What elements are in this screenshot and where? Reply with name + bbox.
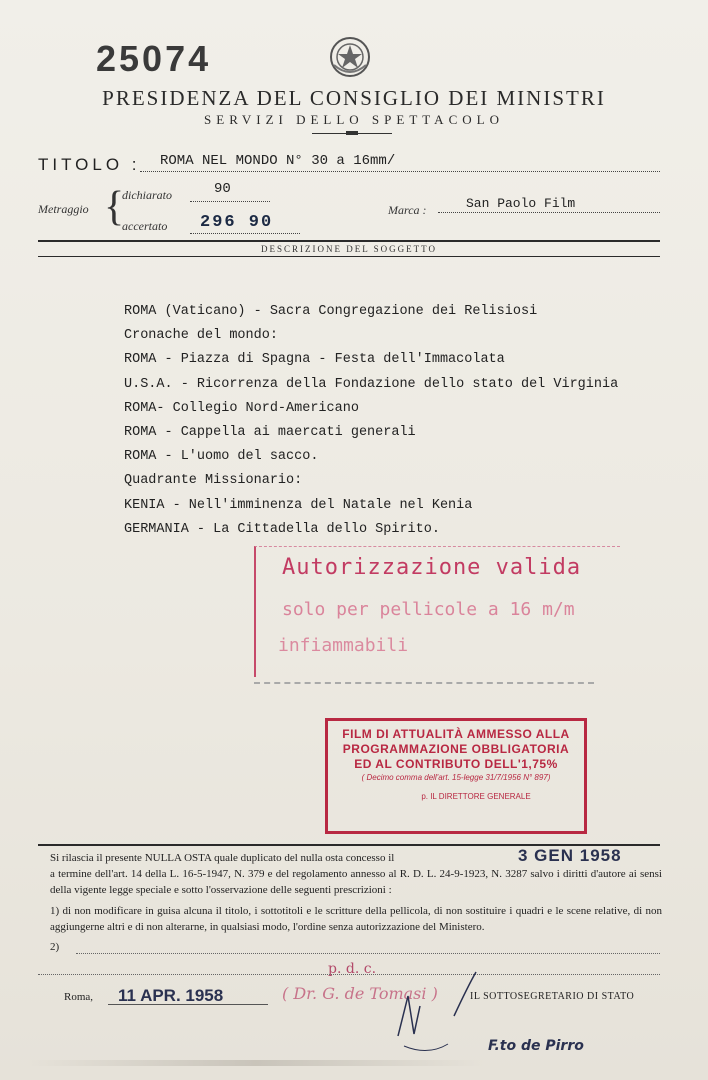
fto-signature: F.to de Pirro [488,1038,584,1054]
subject-line: Quadrante Missionario: [124,473,303,489]
titolo-label: TITOLO : [38,155,141,174]
titolo-underline [140,171,660,172]
subject-line: GERMANIA - La Cittadella dello Spirito. [124,521,440,537]
section-heading: DESCRIZIONE DEL SOGGETTO [261,244,437,254]
prescription-2-label: 2) [50,941,60,953]
page-subtitle: SERVIZI DELLO SPETTACOLO [204,112,504,127]
pdc-stamp: p. d. c. [328,961,377,977]
validity-stamp-line: solo per pellicole a 16 m/m [282,599,575,620]
subject-line: ROMA- Collegio Nord-Americano [124,400,359,416]
subject-line: U.S.A. - Ricorrenza della Fondazione dello stato del Virginia [124,376,619,392]
issue-date-stamp: 3 GEN 1958 [518,846,622,865]
subject-line: ROMA - Piazza di Spagna - Festa dell'Immacolata [124,352,505,368]
paper-wear-mark [26,1060,486,1066]
metraggio-label: Metraggio [38,202,89,216]
titolo-value: ROMA NEL MONDO N° 30 a 16mm/ [160,153,396,169]
programming-stamp-note: ( Decimo comma dell'art. 15-legge 31/7/1956 N° 897) [361,773,551,782]
validity-stamp-line: Autorizzazione valida [282,555,582,580]
nulla-osta-continuation: a termine dell'art. 14 della L. 16-5-1947, N. 379 e del regolamento annesso al R. D. L. 24-9-1923, N. 3287 salvo i diritti d'autore ai sensi della vigente legge speciale e sotto l'osservazione delle seguenti prescrizioni : [50,868,662,896]
programming-stamp-line: FILM DI ATTUALITÀ AMMESSO ALLA [342,727,570,741]
nulla-osta-text: Si rilascia il presente NULLA OSTA quale duplicato del nulla osta concesso il [50,852,395,864]
metraggio-brace: { [104,184,125,230]
roma-date: 11 APR. 1958 [118,986,224,1005]
prescription-2-line [76,953,660,954]
roma-label: Roma, [64,991,94,1003]
programming-stamp [325,718,587,834]
section-rule-bottom [38,256,660,257]
subject-line: ROMA - Cappella ai maercati generali [124,424,416,440]
programming-stamp-line: PROGRAMMAZIONE OBBLIGATORIA [342,742,570,756]
dichiarato-underline [190,201,270,202]
section-rule-top [38,240,660,242]
handwritten-signature [388,966,478,1066]
accertato-label: accertato [122,219,168,233]
italian-republic-emblem-icon [328,35,372,79]
subject-line: ROMA (Vaticano) - Sacra Congregazione dei Relisiosi [124,304,538,319]
roma-date-line [108,1004,268,1005]
validity-stamp [254,546,620,677]
accertato-value: 296 90 [200,213,274,232]
prescription-1: 1) di non modificare in guisa alcuna il titolo, i sottotitoli e le scritture della pellicola, di non sostituire i quadri e le scene relative, di non aggiungerne altri e di non alterarne, in qualsiasi modo, l'ordine senza autorizzazione del Ministero. [50,905,662,933]
subject-line: Cronache del mondo: [124,328,278,344]
subtitle-divider-mark [346,131,358,135]
validity-stamp-rule [254,682,594,684]
dichiarato-value: 90 [214,181,231,197]
subject-line: ROMA - L'uomo del sacco. [124,449,319,465]
marca-underline [438,212,660,213]
marca-value: San Paolo Film [466,196,576,211]
accertato-underline [190,233,300,234]
signature-stamp: ( Dr. G. de Tomasi ) [282,984,438,1003]
validity-stamp-line: infiammabili [278,635,409,656]
page-title: PRESIDENZA DEL CONSIGLIO DEI MINISTRI [102,86,606,110]
subject-list [124,304,618,546]
programming-stamp-director: p. IL DIRETTORE GENERALE [421,792,531,801]
separator-dots [38,974,660,975]
programming-stamp-line: ED AL CONTRIBUTO DELL'1,75% [354,757,558,771]
document-number: 25074 [96,38,212,79]
marca-label: Marca : [388,203,427,217]
subject-line: KENIA - Nell'imminenza del Natale nel Kenia [124,497,473,513]
signatory-title: IL SOTTOSEGRETARIO DI STATO [470,991,635,1002]
dichiarato-label: dichiarato [122,188,172,202]
